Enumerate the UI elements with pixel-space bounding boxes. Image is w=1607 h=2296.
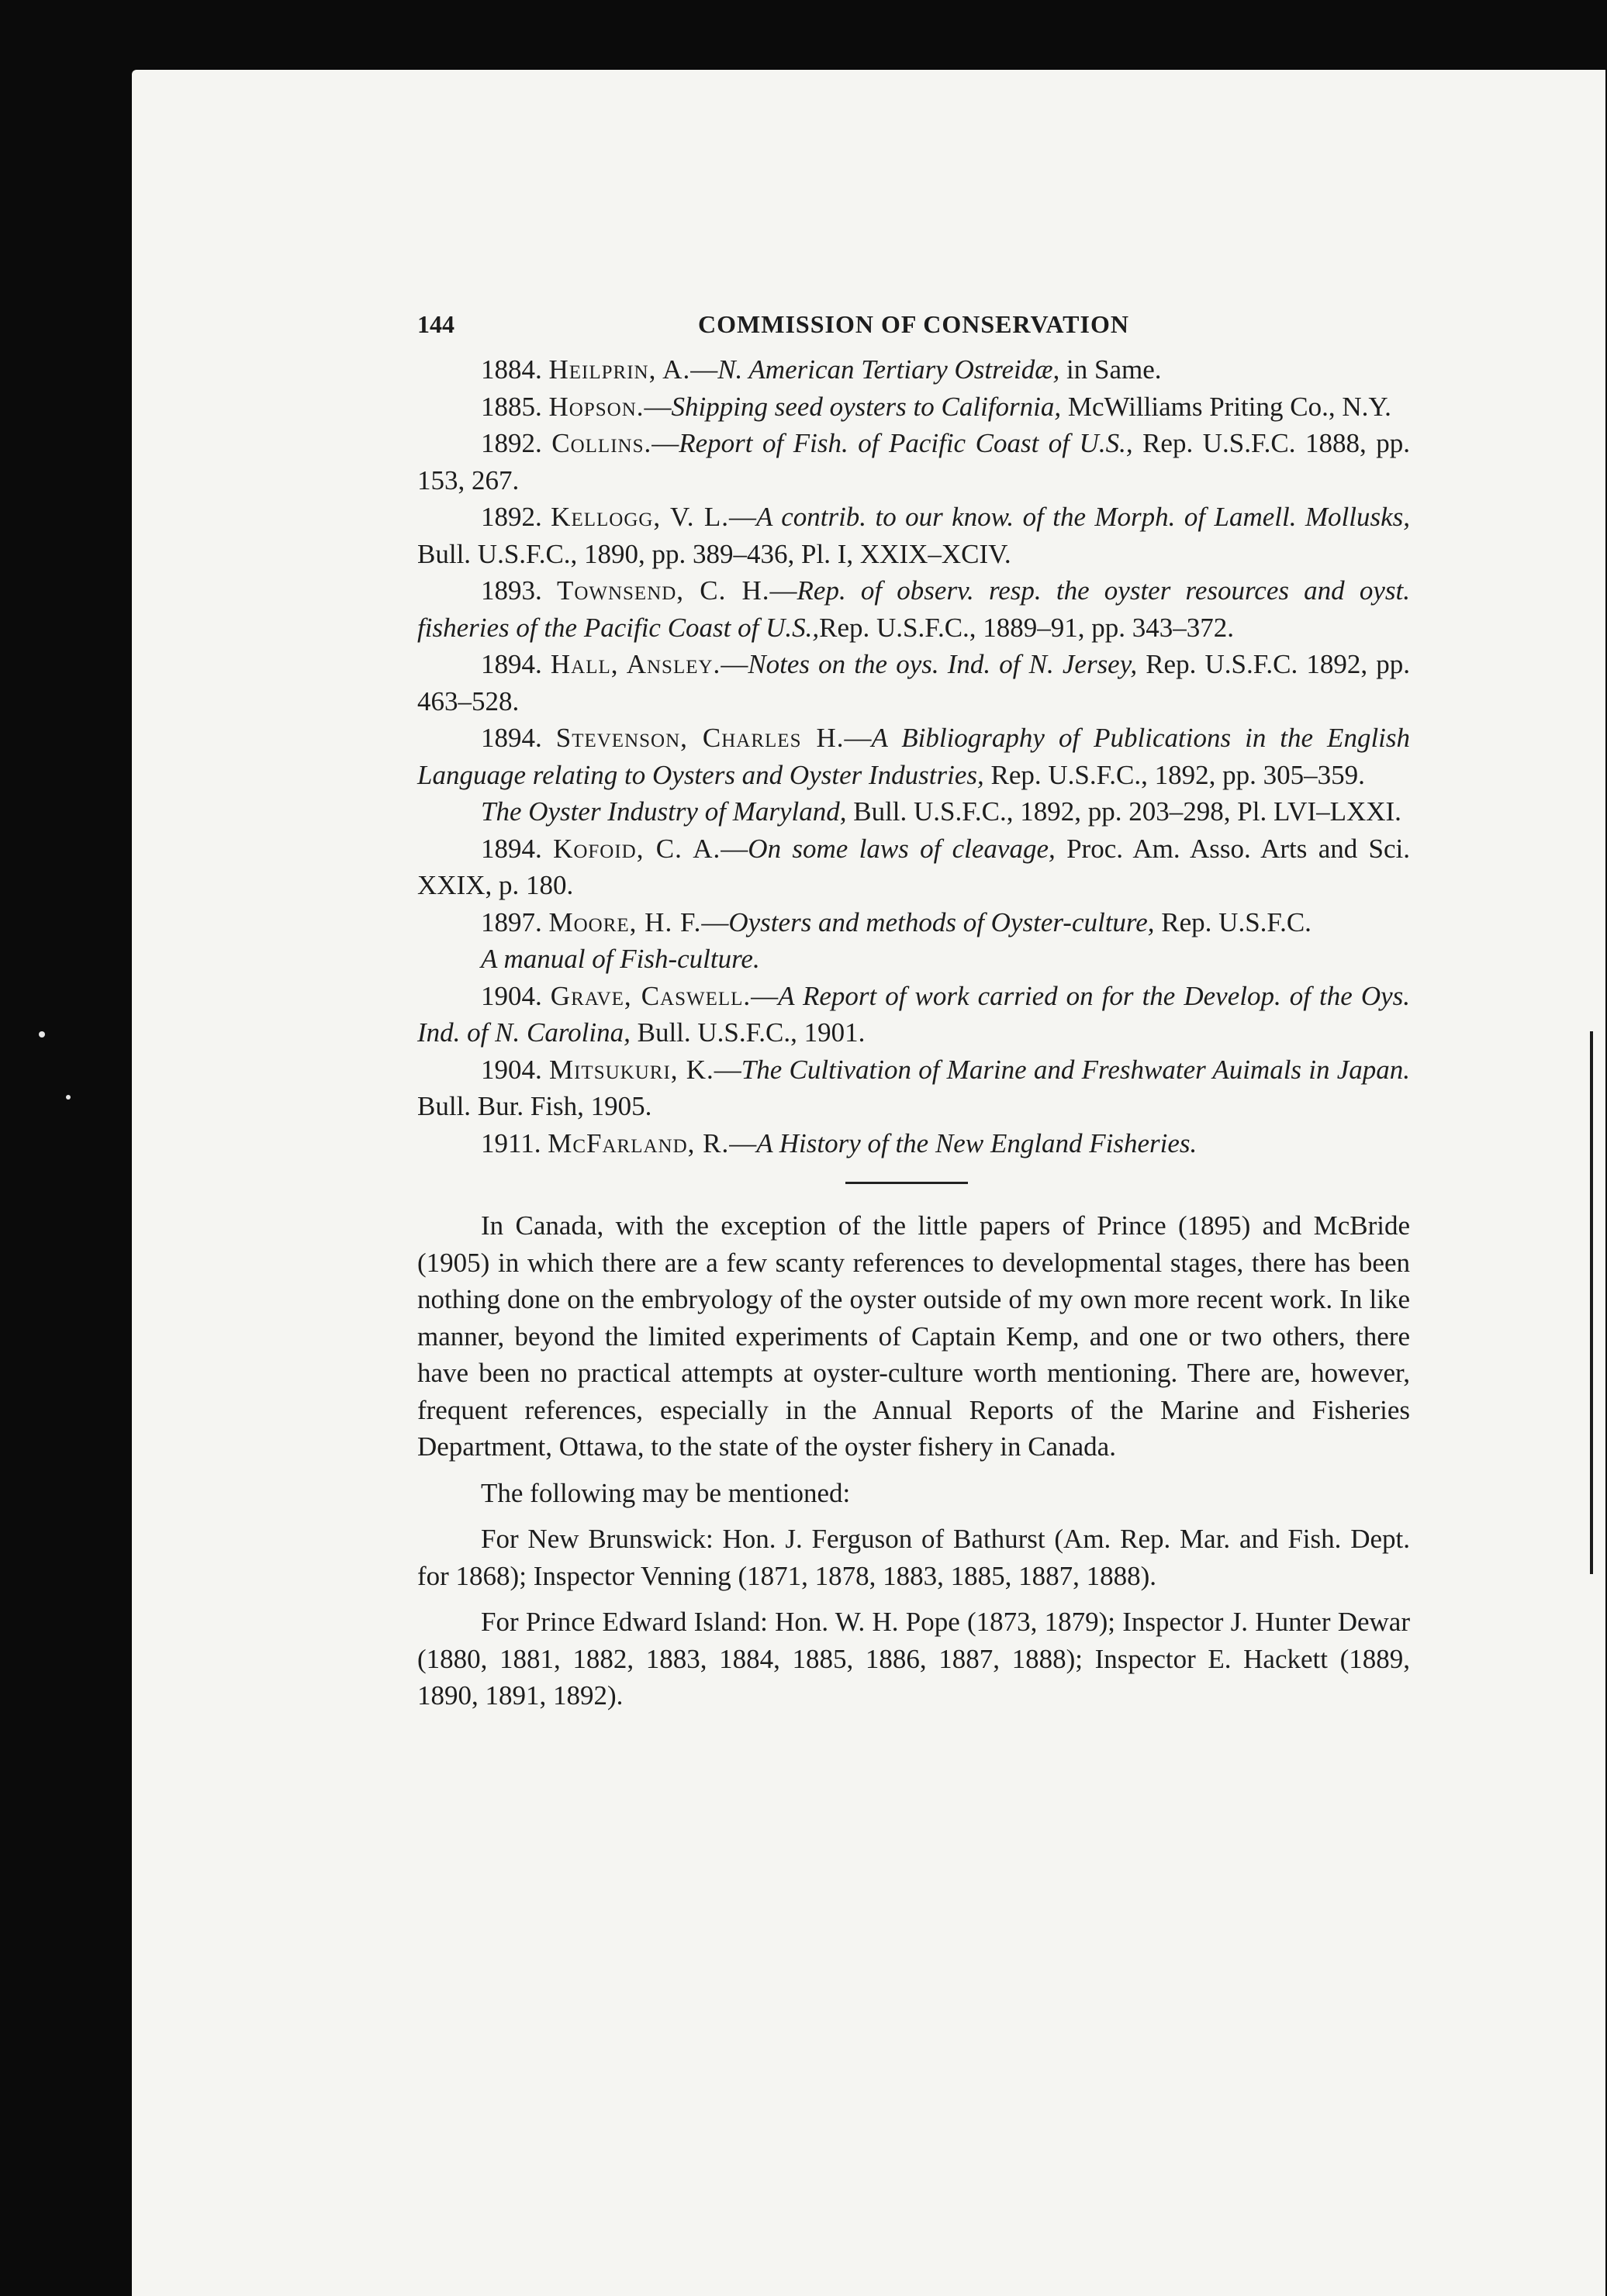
bibliography-entry: The Oyster Industry of Maryland, Bull. U.S.F.C., 1892, pp. 203–298, Pl. LVI–LXXI. xyxy=(481,796,1401,827)
bibliography-entry: 1894. Kofoid, C. A.—On some laws of cleavage, Proc. Am. Asso. Arts and Sci. XXIX, p. 180. xyxy=(417,833,1411,900)
bibliography-entry: 1884. Heilprin, A.—N. American Tertiary Ostreidæ, in Same. xyxy=(481,354,1162,385)
bibliography-list xyxy=(417,351,1410,1162)
body-paragraph: The following may be mentioned: xyxy=(481,1477,851,1508)
bibliography-entry: 1893. Townsend, C. H.—Rep. of observ. resp. the oyster resources and oyst. fisheries of the Pacific Coast of U.S.,Rep. U.S.F.C., 1889–91, pp. 343–372. xyxy=(417,575,1410,643)
bibliography-entry: 1892. Kellogg, V. L.—A contrib. to our know. of the Morph. of Lamell. Mollusks, Bull. U.S.F.C., 1890, pp. 389–436, Pl. I, XXIX–XCIV. xyxy=(417,502,1411,569)
speck-mark xyxy=(66,1095,71,1100)
bibliography-entry: 1897. Moore, H. F.—Oysters and methods of Oyster-culture, Rep. U.S.F.C. xyxy=(481,906,1312,937)
bibliography-entry: 1892. Collins.—Report of Fish. of Pacific Coast of U.S., Rep. U.S.F.C. 1888, pp. 153, 267. xyxy=(417,428,1410,495)
bibliography-entry: 1904. Mitsukuri, K.—The Cultivation of Marine and Freshwater Auimals in Japan. Bull. Bur. Fish, 1905. xyxy=(417,1054,1411,1121)
bibliography-entry: 1894. Hall, Ansley.—Notes on the oys. Ind. of N. Jersey, Rep. U.S.F.C. 1892, pp. 463–528. xyxy=(417,649,1410,716)
speck-mark xyxy=(39,1031,45,1038)
body-paragraph: For New Brunswick: Hon. J. Ferguson of Bathurst (Am. Rep. Mar. and Fish. Dept. for 1868); Inspector Venning (1871, 1878, 1883, 1885, 1887, 1888). xyxy=(417,1524,1410,1591)
bibliography-entry: 1911. McFarland, R.—A History of the New England Fisheries. xyxy=(481,1127,1197,1158)
bibliography-entry: 1904. Grave, Caswell.—A Report of work carried on for the Develop. of the Oys. Ind. of N. Carolina, Bull. U.S.F.C., 1901. xyxy=(417,980,1411,1048)
body-paragraph: For Prince Edward Island: Hon. W. H. Pope (1873, 1879); Inspector J. Hunter Dewar (1880, 1881, 1882, 1883, 1884, 1885, 1886, 1887, 1888); Inspector E. Hackett (1889, 1890, 1891, 1892). xyxy=(417,1607,1410,1711)
bibliography-entry: A manual of Fish-culture. xyxy=(481,944,760,974)
bibliography-entry: 1894. Stevenson, Charles H.—A Bibliography of Publications in the English Language relating to Oysters and Oyster Industries, Rep. U.S.F.C., 1892, pp. 305–359. xyxy=(417,723,1411,790)
page-edge-shadow xyxy=(1590,1031,1593,1574)
page-number: 144 xyxy=(417,310,454,338)
bibliography-entry: 1885. Hopson.—Shipping seed oysters to California, McWilliams Priting Co., N.Y. xyxy=(481,391,1391,422)
body-paragraph: In Canada, with the exception of the little papers of Prince (1895) and McBride (1905) in which there are a few scanty references to developmental stages, there has been nothing done on the embryology of the oyster outside of my own more recent work. In like manner, beyond the limited experiments of Captain Kemp, and one or two others, there have been no practical attempts at oyster-culture worth mentioning. There are, however, frequent references, especially in the Annual Reports of the Marine and Fisheries Department, Ottawa, to the state of the oyster fishery in Canada. xyxy=(417,1210,1410,1462)
page-content xyxy=(417,306,1410,1714)
section-divider xyxy=(845,1182,968,1184)
page-title: COMMISSION OF CONSERVATION xyxy=(698,310,1129,338)
running-head xyxy=(417,306,1410,351)
